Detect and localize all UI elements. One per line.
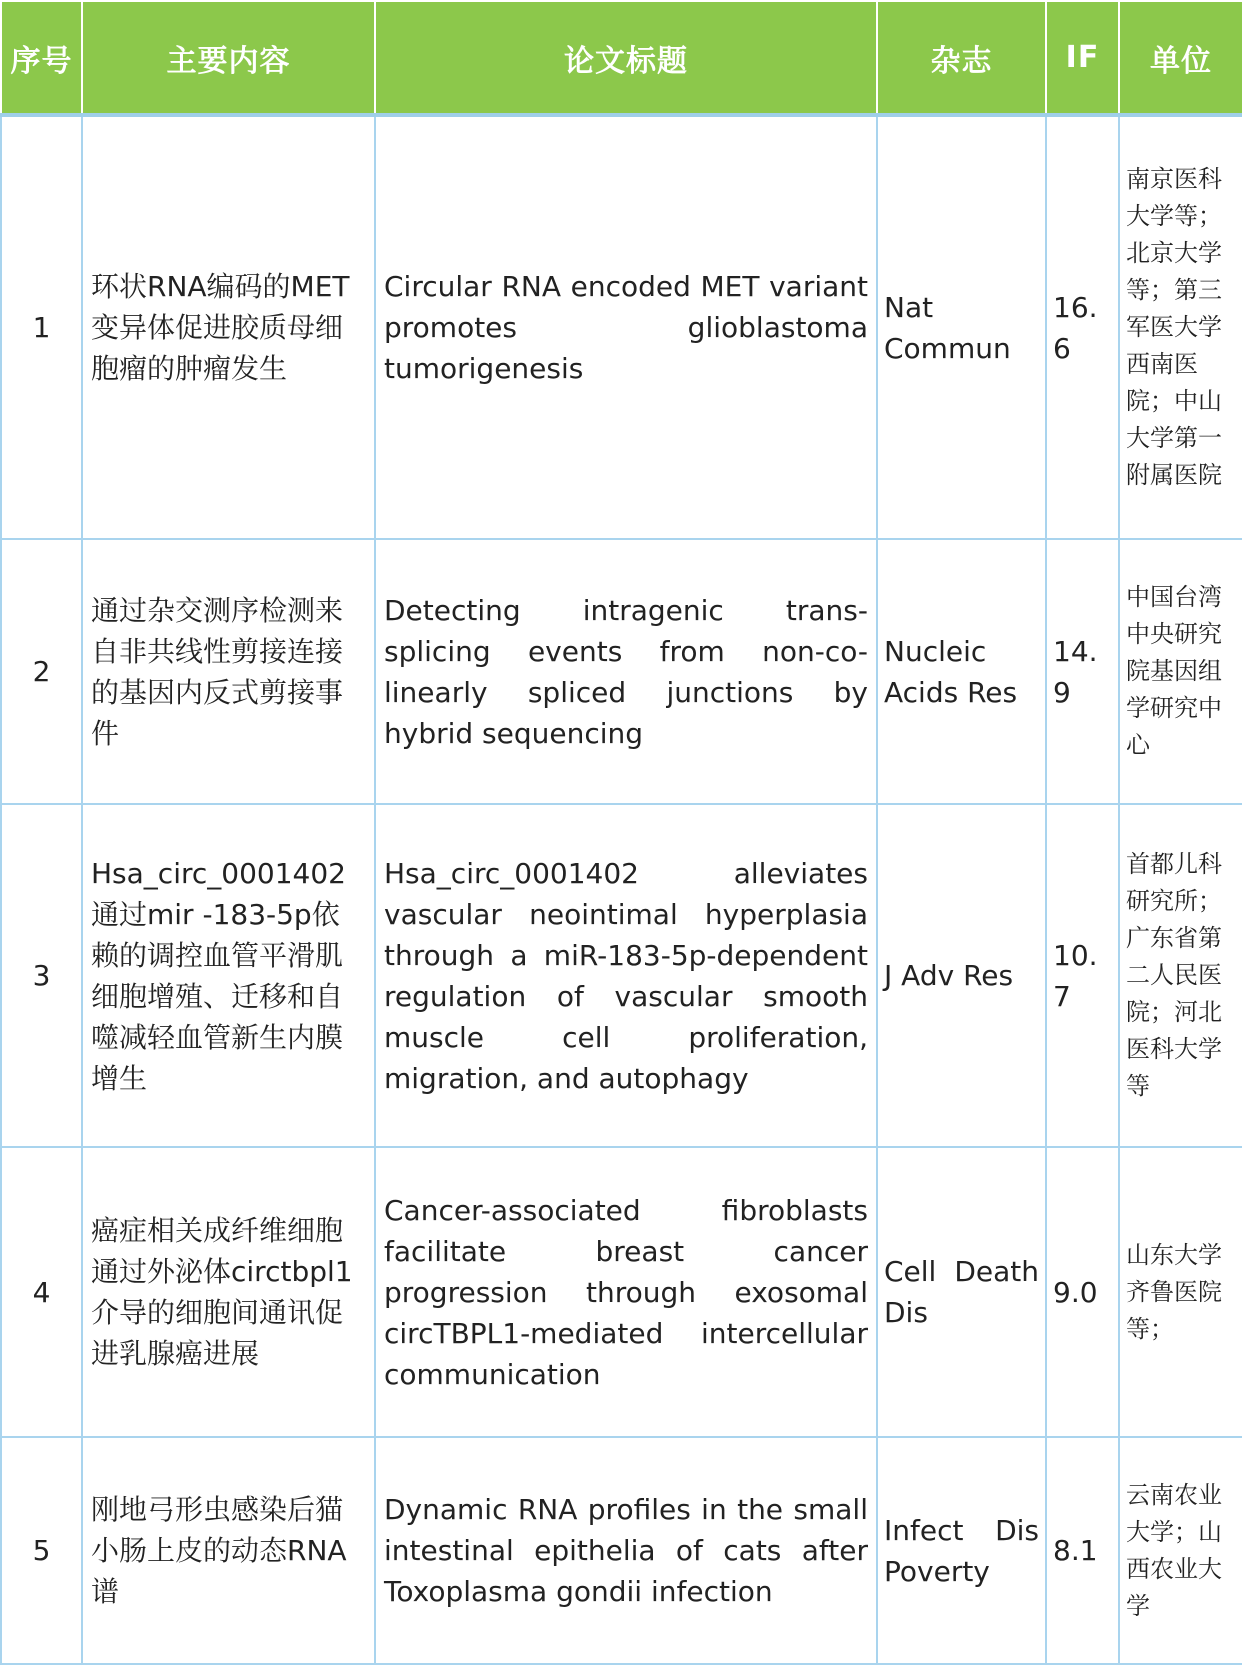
cell-no: 5: [1, 1437, 82, 1664]
cell-if: 9.0: [1046, 1147, 1119, 1437]
table-row: [1, 115, 1242, 539]
cell-no: 1: [1, 115, 82, 539]
cell-if: 16.6: [1046, 115, 1119, 539]
cell-unit: 中国台湾中央研究院基因组学研究中心: [1119, 539, 1242, 804]
cell-if: 8.1: [1046, 1437, 1119, 1664]
table-row: [1, 539, 1242, 804]
cell-if: 10.7: [1046, 804, 1119, 1147]
header-title: 论文标题: [375, 1, 877, 115]
cell-journal: Nucleic Acids Res: [877, 539, 1046, 804]
cell-journal: Cell Death Dis: [877, 1147, 1046, 1437]
header-row: [1, 1, 1242, 115]
cell-content: 癌症相关成纤维细胞通过外泌体circtbpl1介导的细胞间通讯促进乳腺癌进展: [82, 1147, 375, 1437]
cell-title: Dynamic RNA profiles in the small intestinal epithelia of cats after Toxoplasma gondii infection: [375, 1437, 877, 1664]
table-row: [1, 804, 1242, 1147]
cell-if: 14.9: [1046, 539, 1119, 804]
cell-content: 环状RNA编码的MET变异体促进胶质母细胞瘤的肿瘤发生: [82, 115, 375, 539]
cell-unit: 南京医科大学等；北京大学等；第三军医大学西南医院；中山大学第一附属医院: [1119, 115, 1242, 539]
table-row: [1, 1437, 1242, 1664]
cell-content: Hsa_circ_0001402通过mir -183-5p依赖的调控血管平滑肌细胞增殖、迁移和自噬减轻血管新生内膜增生: [82, 804, 375, 1147]
header-unit: 单位: [1119, 1, 1242, 115]
cell-title: Cancer-associated fibroblasts facilitate breast cancer progression through exosomal circTBPL1-mediated intercellular communication: [375, 1147, 877, 1437]
cell-unit: 云南农业大学；山西农业大学: [1119, 1437, 1242, 1664]
header-journal: 杂志: [877, 1, 1046, 115]
cell-no: 3: [1, 804, 82, 1147]
cell-journal: J Adv Res: [877, 804, 1046, 1147]
cell-unit: 山东大学齐鲁医院等；: [1119, 1147, 1242, 1437]
cell-content: 刚地弓形虫感染后猫小肠上皮的动态RNA谱: [82, 1437, 375, 1664]
cell-no: 2: [1, 539, 82, 804]
cell-unit: 首都儿科研究所；广东省第二人民医院；河北医科大学等: [1119, 804, 1242, 1147]
cell-title: Circular RNA encoded MET variant promotes glioblastoma tumorigenesis: [375, 115, 877, 539]
cell-title: Hsa_circ_0001402 alleviates vascular neointimal hyperplasia through a miR-183-5p-dependent regulation of vascular smooth muscle cell proliferation, migration, and autophagy: [375, 804, 877, 1147]
cell-no: 4: [1, 1147, 82, 1437]
cell-journal: Infect Dis Poverty: [877, 1437, 1046, 1664]
cell-journal: Nat Commun: [877, 115, 1046, 539]
header-no: 序号: [1, 1, 82, 115]
cell-content: 通过杂交测序检测来自非共线性剪接连接的基因内反式剪接事件: [82, 539, 375, 804]
header-if: IF: [1046, 1, 1119, 115]
table-row: [1, 1147, 1242, 1437]
cell-title: Detecting intragenic trans-splicing events from non-co-linearly spliced junctions by hybrid sequencing: [375, 539, 877, 804]
header-content: 主要内容: [82, 1, 375, 115]
